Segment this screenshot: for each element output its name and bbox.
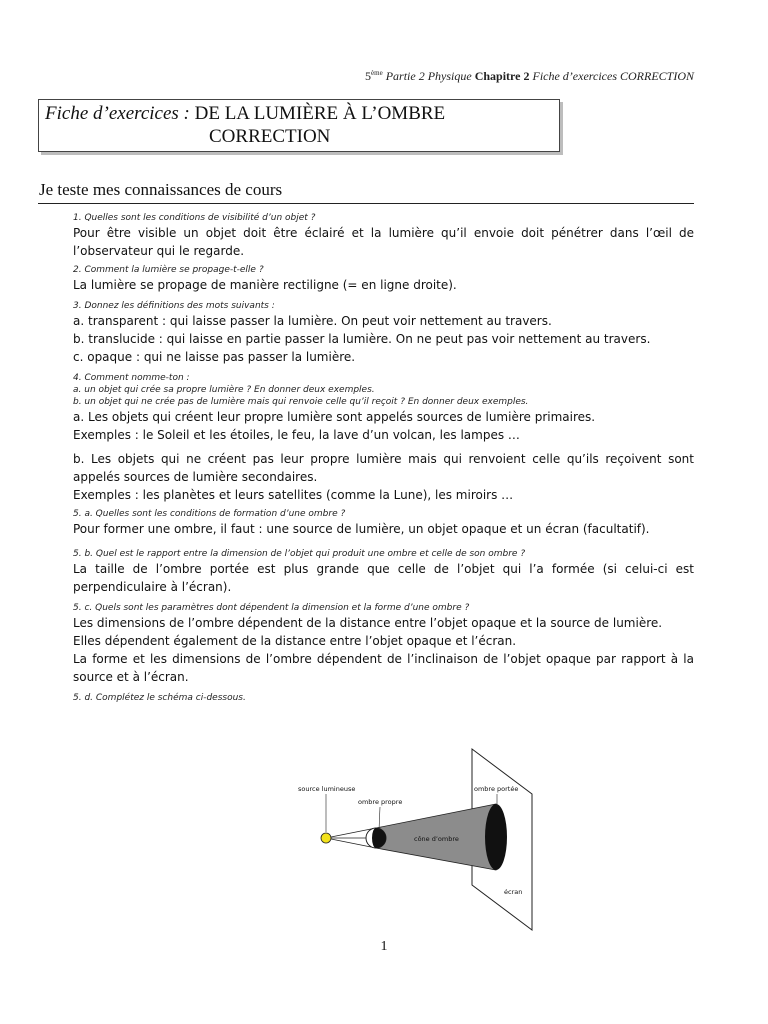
header-grade-sup: ème [371, 69, 383, 77]
shadow-diagram-svg [292, 744, 542, 934]
answer-5c-1: Les dimensions de l’ombre dépendent de la distance entre l’objet opaque et la source de lumière. [73, 616, 663, 630]
title-prefix: Fiche d’exercices : [45, 103, 190, 124]
examples-4a: Exemples : le Soleil et les étoiles, le feu, la lave d’un volcan, les lampes … [73, 428, 520, 442]
answer-3b: b. translucide : qui laisse en partie passer la lumière. On ne peut pas voir nettement au travers. [73, 332, 651, 346]
label-source: source lumineuse [298, 785, 356, 793]
title-main: DE LA LUMIÈRE À L’OMBRE [194, 103, 446, 124]
answer-5c-2: Elles dépendent également de la distance entre l’objet opaque et l’écran. [73, 634, 517, 648]
answer-5c-3: La forme et les dimensions de l’ombre dépendent de l’inclinaison de l’objet opaque par rapport à la source et à l’écran. [73, 652, 694, 684]
title-line-1 [45, 103, 445, 125]
question-3: 3. Donnez les définitions des mots suivants : [73, 301, 275, 311]
answer-5b: La taille de l’ombre portée est plus grande que celle de l’objet qui l’a formée (si celui-ci est perpendiculaire à l’écran). [73, 562, 694, 594]
label-cast-shadow: ombre portée [474, 785, 519, 793]
question-5d: 5. d. Complétez le schéma ci-dessous. [73, 693, 246, 703]
question-4: 4. Comment nomme-ton : [73, 373, 190, 383]
shadow-diagram [292, 744, 542, 934]
light-source [321, 833, 331, 843]
label-cone: cône d’ombre [414, 835, 459, 843]
question-4a: a. un objet qui crée sa propre lumière ? En donner deux exemples. [73, 385, 375, 395]
label-screen: écran [504, 888, 523, 896]
question-5b: 5. b. Quel est le rapport entre la dimension de l’objet qui produit une ombre et celle de son ombre ? [73, 549, 526, 559]
cast-shadow [485, 804, 507, 870]
answer-5a: Pour former une ombre, il faut : une source de lumière, un objet opaque et un écran (facultatif). [73, 522, 650, 536]
question-5a: 5. a. Quelles sont les conditions de formation d’une ombre ? [73, 509, 346, 519]
title-line-2: CORRECTION [209, 126, 331, 147]
header-part: Partie 2 Physique [385, 69, 472, 83]
section-divider [38, 203, 694, 204]
section-title: Je teste mes connaissances de cours [39, 180, 283, 199]
examples-4b: Exemples : les planètes et leurs satellites (comme la Lune), les miroirs … [73, 488, 514, 502]
page-header [365, 69, 694, 84]
answer-2: La lumière se propage de manière rectiligne (= en ligne droite). [73, 278, 457, 292]
exercise-content [73, 212, 694, 704]
answer-3a: a. transparent : qui laisse passer la lumière. On peut voir nettement au travers. [73, 314, 552, 328]
header-grade: 5 [365, 69, 372, 83]
question-1: 1. Quelles sont les conditions de visibilité d’un objet ? [73, 213, 316, 223]
question-5c: 5. c. Quels sont les paramètres dont dépendent la dimension et la forme d’une ombre ? [73, 603, 470, 613]
answer-4a: a. Les objets qui créent leur propre lumière sont appelés sources de lumière primaires. [73, 410, 596, 424]
question-2: 2. Comment la lumière se propage-t-elle ? [73, 265, 264, 275]
header-sheet: Fiche d’exercices CORRECTION [532, 69, 694, 83]
answer-3c: c. opaque : qui ne laisse pas passer la lumière. [73, 350, 356, 364]
label-own-shadow: ombre propre [358, 798, 403, 806]
page-number: 1 [380, 939, 388, 954]
header-chapter: Chapitre 2 [474, 69, 530, 83]
leader-own-shadow [379, 807, 380, 830]
title-box [38, 99, 560, 152]
question-4b: b. un objet qui ne crée pas de lumière mais qui renvoie celle qu’il reçoit ? En donner deux exemples. [73, 397, 529, 407]
answer-4b: b. Les objets qui ne créent pas leur propre lumière mais qui renvoient celle qu’ils reçoivent sont appelés sources de lumière secondaires. [73, 452, 694, 484]
answer-1: Pour être visible un objet doit être éclairé et la lumière qu’il envoie doit pénétrer dans l’œil de l’observateur qui le regarde. [73, 226, 694, 258]
